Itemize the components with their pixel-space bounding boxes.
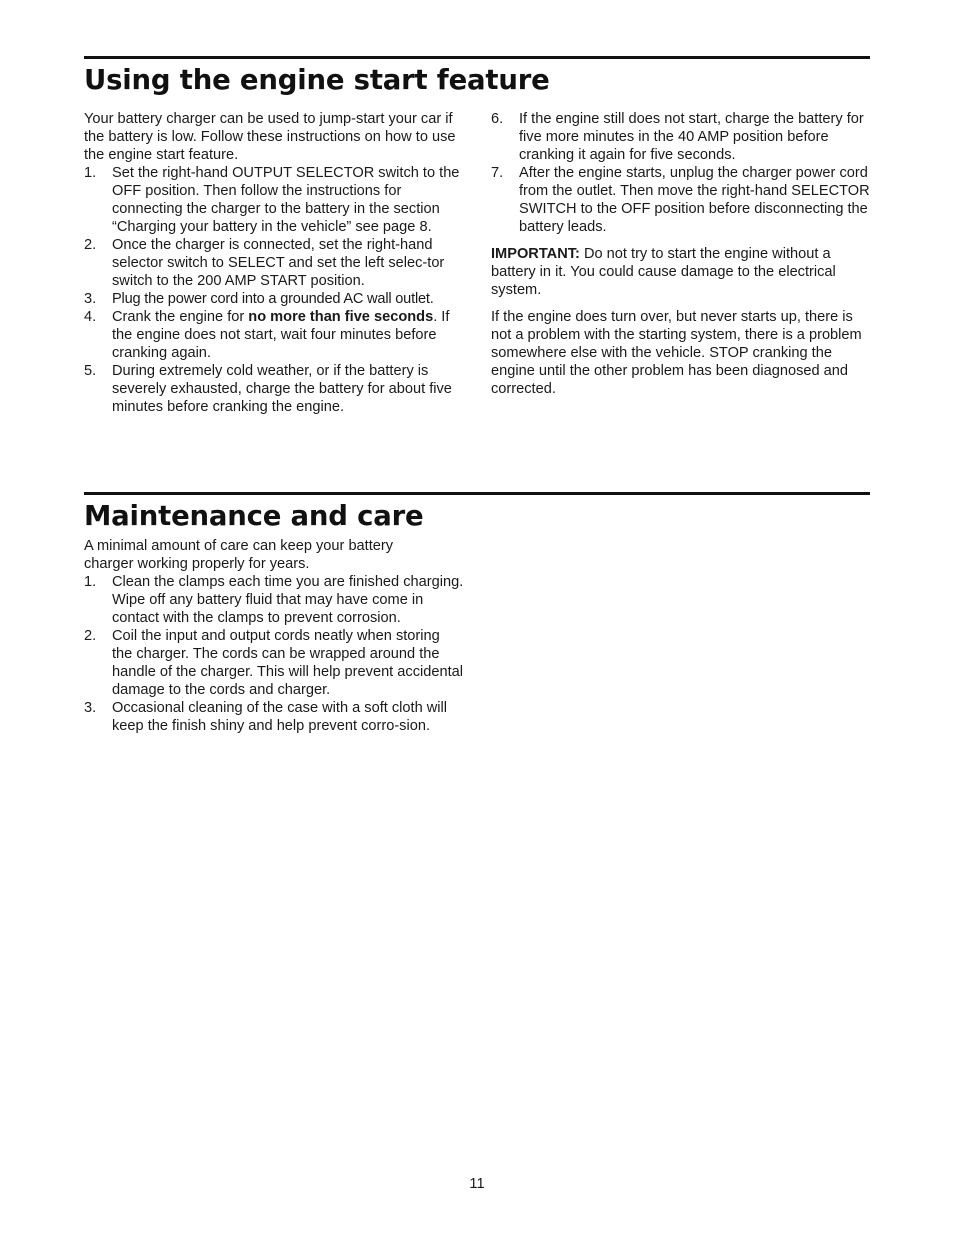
page-number: 11 — [469, 1176, 485, 1192]
engine-start-steps — [84, 164, 464, 416]
engine-start-steps-continued — [491, 110, 871, 236]
section-engine-start — [84, 56, 870, 96]
maintenance-column — [84, 537, 464, 735]
maintenance-steps — [84, 573, 464, 735]
intro-paragraph: A minimal amount of care can keep your battery charger working properly for years. — [84, 538, 394, 572]
list-item: 2. Once the charger is connected, set the right-hand selector switch to SELECT and set the left selec-tor switch to the 200 AMP START position. — [84, 237, 445, 289]
section-title: Maintenance and care — [84, 500, 424, 532]
list-item: 1. Clean the clamps each time you are finished charging. Wipe off any battery fluid that may have come in contact with the clamps to prevent corrosion. — [84, 574, 464, 626]
important-note: IMPORTANT: Do not try to start the engine without a battery in it. You could cause damage to the electrical system. — [491, 246, 836, 298]
intro-paragraph: Your battery charger can be used to jump-start your car if the battery is low. Follow these instructions on how to use the engine start feature. — [84, 111, 456, 163]
section-title: Using the engine start feature — [84, 64, 550, 96]
list-item: 1. Set the right-hand OUTPUT SELECTOR switch to the OFF position. Then follow the instructions for connecting the charger to the battery in the section “Charging your battery in the vehicle” see page 8. — [84, 165, 460, 235]
list-item: 2. Coil the input and output cords neatly when storing the charger. The cords can be wrapped around the handle of the charger. This will help prevent accidental damage to the cords and charger. — [84, 628, 464, 698]
list-item: 6. If the engine still does not start, charge the battery for five more minutes in the 40 AMP position before cranking it again for five seconds. — [491, 111, 864, 163]
engine-start-right-column — [491, 110, 871, 398]
section-rule — [84, 492, 870, 495]
list-item: 7. After the engine starts, unplug the charger power cord from the outlet. Then move the right-hand SELECTOR SWITCH to the OFF position before disconnecting the battery leads. — [491, 165, 870, 235]
section-rule — [84, 56, 870, 59]
list-item: 4. Crank the engine for no more than five seconds. If the engine does not start, wait four minutes before cranking again. — [84, 309, 450, 361]
list-item: 3. Occasional cleaning of the case with a soft cloth will keep the finish shiny and help prevent corro-sion. — [84, 700, 448, 734]
list-item: 5. During extremely cold weather, or if the battery is severely exhausted, charge the battery for about five minutes before cranking the engine. — [84, 363, 452, 415]
section-maintenance — [84, 492, 870, 532]
engine-start-left-column — [84, 110, 464, 416]
list-item: 3. Plug the power cord into a grounded AC wall outlet. — [84, 291, 434, 307]
closing-paragraph: If the engine does turn over, but never starts up, there is not a problem with the starting system, there is a problem somewhere else with the vehicle. STOP cranking the engine until the other problem has been diagnosed and corrected. — [491, 309, 862, 397]
